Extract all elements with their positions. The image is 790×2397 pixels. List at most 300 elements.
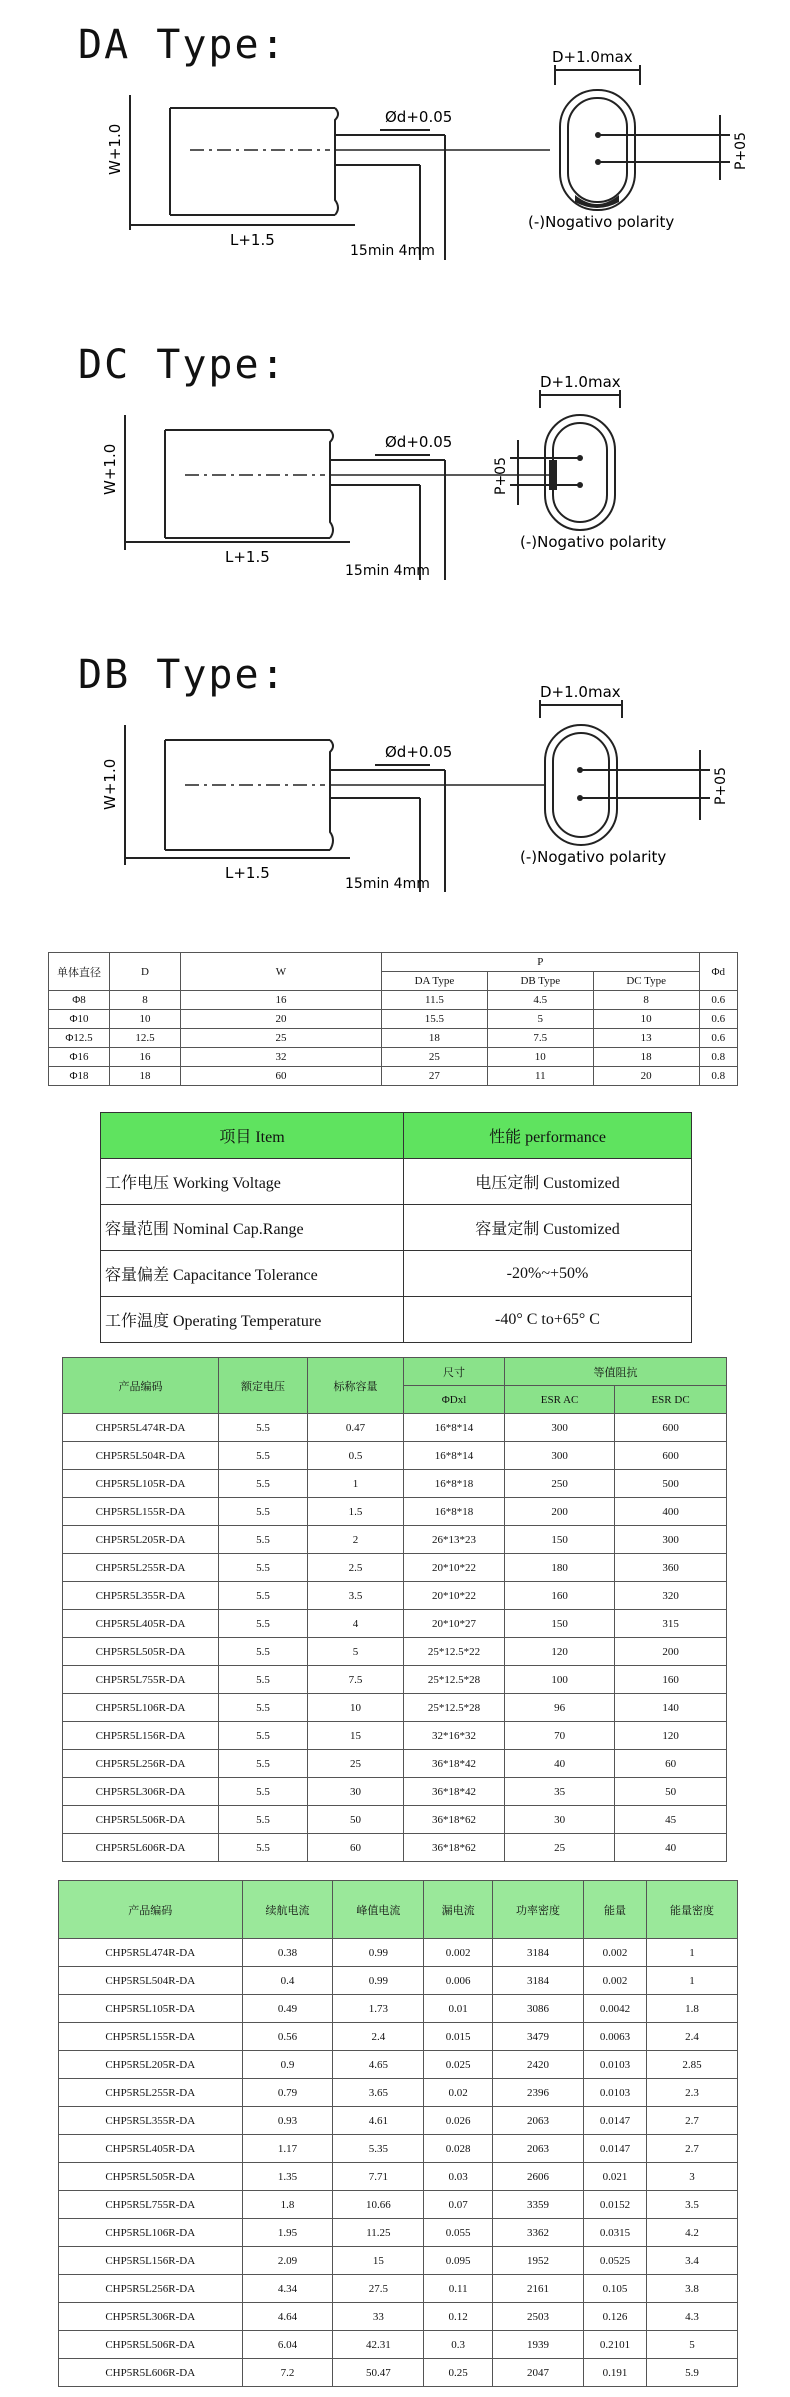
table-cell: 4: [308, 1610, 404, 1638]
table-cell: 10: [110, 1010, 181, 1029]
table-cell: 5.5: [219, 1470, 308, 1498]
th-esr: 等值阻抗: [505, 1358, 727, 1386]
table-cell: 300: [505, 1442, 615, 1470]
table-cell: 0.56: [242, 2023, 333, 2051]
table-cell: 33: [333, 2303, 424, 2331]
table-cell: 400: [615, 1498, 727, 1526]
table-cell: 16: [181, 991, 382, 1010]
table-cell: 7.5: [487, 1029, 593, 1048]
table-cell: 180: [505, 1554, 615, 1582]
table-cell: 120: [615, 1722, 727, 1750]
table-cell: 20*10*22: [404, 1554, 505, 1582]
dim-row: [49, 991, 738, 1010]
da-drawing: [0, 0, 790, 300]
table-cell: CHP5R5L306R-DA: [59, 2303, 243, 2331]
table-cell: 0.0152: [583, 2191, 646, 2219]
table-cell: CHP5R5L755R-DA: [59, 2191, 243, 2219]
table-cell: 0.6: [699, 1029, 737, 1048]
th-capacity: 标称容量: [308, 1358, 404, 1414]
table-cell: CHP5R5L256R-DA: [63, 1750, 219, 1778]
table-cell: 5.5: [219, 1722, 308, 1750]
table-cell: CHP5R5L505R-DA: [63, 1638, 219, 1666]
table-cell: 1.8: [242, 2191, 333, 2219]
table-cell: CHP5R5L355R-DA: [59, 2107, 243, 2135]
table-cell: 1952: [493, 2247, 584, 2275]
table-cell: 0.49: [242, 1995, 333, 2023]
table-cell: 0.191: [583, 2359, 646, 2387]
spec-row: [63, 1610, 727, 1638]
table-cell: 0.0063: [583, 2023, 646, 2051]
table-cell: CHP5R5L255R-DA: [59, 2079, 243, 2107]
spec-row: [63, 1498, 727, 1526]
energy-row: [59, 2163, 738, 2191]
table-cell: 0.99: [333, 1967, 424, 1995]
table-cell: 0.99: [333, 1939, 424, 1967]
table-cell: Φ16: [49, 1048, 110, 1067]
th-model: 产品编码: [63, 1358, 219, 1414]
table-cell: CHP5R5L256R-DA: [59, 2275, 243, 2303]
da-type-diagram: [0, 0, 790, 300]
table-cell: 3: [647, 2163, 738, 2191]
table-cell: 0.8: [699, 1048, 737, 1067]
dim-row: [49, 1067, 738, 1086]
table-cell: 0.002: [583, 1967, 646, 1995]
table-cell: 35: [505, 1778, 615, 1806]
table-cell: 7.5: [308, 1666, 404, 1694]
table-cell: 0.0147: [583, 2107, 646, 2135]
table-cell: 25*12.5*22: [404, 1638, 505, 1666]
table-cell: CHP5R5L474R-DA: [63, 1414, 219, 1442]
table-cell: CHP5R5L405R-DA: [63, 1610, 219, 1638]
table-cell: 3086: [493, 1995, 584, 2023]
th-esr-ac: ESR AC: [505, 1386, 615, 1414]
table-cell: 600: [615, 1414, 727, 1442]
da-lead-label: 15min 4mm: [350, 243, 435, 259]
dc-w-label: W+1.0: [101, 443, 119, 495]
table-cell: 0.9: [242, 2051, 333, 2079]
table-cell: CHP5R5L156R-DA: [63, 1722, 219, 1750]
table-cell: 20*10*22: [404, 1582, 505, 1610]
table-cell: 10: [308, 1694, 404, 1722]
dc-lead-label: 15min 4mm: [345, 563, 430, 579]
table-cell: 5.5: [219, 1610, 308, 1638]
table-cell: 容量范围 Nominal Cap.Range: [101, 1205, 404, 1251]
table-cell: 2063: [493, 2135, 584, 2163]
energy-row: [59, 2303, 738, 2331]
table-cell: 4.65: [333, 2051, 424, 2079]
table-cell: 工作电压 Working Voltage: [101, 1159, 404, 1205]
performance-table: [100, 1112, 692, 1343]
table-cell: 0.4: [242, 1967, 333, 1995]
spec-row: [63, 1638, 727, 1666]
table-cell: 15.5: [382, 1010, 488, 1029]
energy-header-cell: 峰值电流: [333, 1881, 424, 1939]
table-cell: 1: [308, 1470, 404, 1498]
table-cell: 0.105: [583, 2275, 646, 2303]
table-cell: 0.026: [424, 2107, 493, 2135]
table-cell: 3184: [493, 1939, 584, 1967]
table-cell: 0.002: [583, 1939, 646, 1967]
table-cell: 1.8: [647, 1995, 738, 2023]
perf-row: [101, 1159, 692, 1205]
table-cell: 18: [110, 1067, 181, 1086]
table-cell: 13: [593, 1029, 699, 1048]
dim-row: [49, 1029, 738, 1048]
table-cell: 26*13*23: [404, 1526, 505, 1554]
th-dxl: ΦDxl: [404, 1386, 505, 1414]
table-cell: CHP5R5L606R-DA: [63, 1834, 219, 1862]
table-cell: 16*8*18: [404, 1498, 505, 1526]
table-cell: 0.25: [424, 2359, 493, 2387]
table-cell: 16*8*14: [404, 1414, 505, 1442]
table-cell: 11: [487, 1067, 593, 1086]
table-cell: 250: [505, 1470, 615, 1498]
table-cell: 2.09: [242, 2247, 333, 2275]
table-cell: CHP5R5L205R-DA: [59, 2051, 243, 2079]
table-cell: 5.5: [219, 1582, 308, 1610]
table-cell: 18: [593, 1048, 699, 1067]
table-cell: 360: [615, 1554, 727, 1582]
table-cell: 0.0525: [583, 2247, 646, 2275]
table-cell: 0.6: [699, 1010, 737, 1029]
table-cell: 42.31: [333, 2331, 424, 2359]
db-polarity: (-)Nogativo polarity: [520, 848, 667, 866]
table-cell: 3479: [493, 2023, 584, 2051]
th-w: W: [181, 953, 382, 991]
energy-header-cell: 续航电流: [242, 1881, 333, 1939]
table-cell: 5.5: [219, 1834, 308, 1862]
spec-row: [63, 1414, 727, 1442]
table-cell: 16*8*14: [404, 1442, 505, 1470]
table-cell: 8: [593, 991, 699, 1010]
table-cell: 40: [615, 1834, 727, 1862]
table-cell: CHP5R5L474R-DA: [59, 1939, 243, 1967]
th-da: DA Type: [382, 972, 488, 991]
table-cell: 27.5: [333, 2275, 424, 2303]
table-cell: 45: [615, 1806, 727, 1834]
table-cell: CHP5R5L106R-DA: [59, 2219, 243, 2247]
table-cell: 0.055: [424, 2219, 493, 2247]
table-cell: CHP5R5L306R-DA: [63, 1778, 219, 1806]
da-p-label: P+05: [733, 132, 749, 170]
table-cell: CHP5R5L506R-DA: [59, 2331, 243, 2359]
table-cell: 320: [615, 1582, 727, 1610]
db-d-label: D+1.0max: [540, 683, 621, 701]
da-w-label: W+1.0: [106, 123, 124, 175]
table-cell: 20: [593, 1067, 699, 1086]
db-od-label: Ød+0.05: [385, 743, 453, 761]
energy-row: [59, 2135, 738, 2163]
table-cell: 2161: [493, 2275, 584, 2303]
table-cell: 160: [505, 1582, 615, 1610]
table-cell: 0.38: [242, 1939, 333, 1967]
table-cell: 25: [505, 1834, 615, 1862]
table-cell: 600: [615, 1442, 727, 1470]
table-cell: 25: [308, 1750, 404, 1778]
table-cell: 0.021: [583, 2163, 646, 2191]
table-cell: 5.5: [219, 1778, 308, 1806]
dim-row: [49, 1048, 738, 1067]
table-cell: Φ10: [49, 1010, 110, 1029]
table-cell: 5.5: [219, 1554, 308, 1582]
table-cell: 11.25: [333, 2219, 424, 2247]
table-cell: 100: [505, 1666, 615, 1694]
table-cell: 60: [308, 1834, 404, 1862]
table-cell: 0.5: [308, 1442, 404, 1470]
table-cell: 容量定制 Customized: [404, 1205, 692, 1251]
table-cell: 5.5: [219, 1638, 308, 1666]
table-cell: 4.61: [333, 2107, 424, 2135]
da-d-label: D+1.0max: [552, 48, 633, 66]
energy-row: [59, 2107, 738, 2135]
table-cell: CHP5R5L355R-DA: [63, 1582, 219, 1610]
dc-type-diagram: [0, 320, 790, 620]
table-cell: 3.4: [647, 2247, 738, 2275]
table-cell: 4.64: [242, 2303, 333, 2331]
table-cell: 2.5: [308, 1554, 404, 1582]
table-cell: 5.5: [219, 1498, 308, 1526]
spec-row: [63, 1694, 727, 1722]
table-cell: 70: [505, 1722, 615, 1750]
th-dc: DC Type: [593, 972, 699, 991]
table-cell: 3362: [493, 2219, 584, 2247]
table-cell: 6.04: [242, 2331, 333, 2359]
table-cell: 5: [487, 1010, 593, 1029]
table-cell: 4.3: [647, 2303, 738, 2331]
spec-row: [63, 1442, 727, 1470]
table-cell: 5.5: [219, 1694, 308, 1722]
table-cell: 1.17: [242, 2135, 333, 2163]
table-cell: CHP5R5L405R-DA: [59, 2135, 243, 2163]
db-p-label: P+05: [713, 767, 729, 805]
dc-p-label: P+05: [493, 457, 509, 495]
table-cell: 1: [647, 1939, 738, 1967]
spec-table: [62, 1357, 727, 1862]
dc-d-label: D+1.0max: [540, 373, 621, 391]
table-cell: Φ12.5: [49, 1029, 110, 1048]
da-od-label: Ød+0.05: [385, 108, 453, 126]
table-cell: 11.5: [382, 991, 488, 1010]
table-cell: 2.4: [333, 2023, 424, 2051]
table-cell: 0.2101: [583, 2331, 646, 2359]
table-cell: 2503: [493, 2303, 584, 2331]
table-cell: 16: [110, 1048, 181, 1067]
table-cell: 120: [505, 1638, 615, 1666]
db-l-label: L+1.5: [225, 864, 270, 882]
table-cell: 0.095: [424, 2247, 493, 2275]
table-cell: 160: [615, 1666, 727, 1694]
energy-header-cell: 漏电流: [424, 1881, 493, 1939]
energy-header-cell: 产品编码: [59, 1881, 243, 1939]
energy-row: [59, 2191, 738, 2219]
table-cell: CHP5R5L505R-DA: [59, 2163, 243, 2191]
table-cell: 5.5: [219, 1526, 308, 1554]
table-cell: 10: [487, 1048, 593, 1067]
perf-row: [101, 1297, 692, 1343]
table-cell: CHP5R5L755R-DA: [63, 1666, 219, 1694]
table-cell: 0.47: [308, 1414, 404, 1442]
energy-row: [59, 1939, 738, 1967]
table-cell: 5.5: [219, 1414, 308, 1442]
th-dimension: 尺寸: [404, 1358, 505, 1386]
spec-row: [63, 1666, 727, 1694]
table-cell: 315: [615, 1610, 727, 1638]
dc-type-title: DC Type:: [78, 342, 287, 388]
table-cell: 4.34: [242, 2275, 333, 2303]
table-cell: 36*18*62: [404, 1834, 505, 1862]
table-cell: 0.0147: [583, 2135, 646, 2163]
table-cell: 25*12.5*28: [404, 1694, 505, 1722]
energy-header-cell: 能量: [583, 1881, 646, 1939]
dc-polarity: (-)Nogativo polarity: [520, 533, 667, 551]
table-cell: -20%~+50%: [404, 1251, 692, 1297]
db-drawing: [0, 630, 790, 930]
table-cell: 0.015: [424, 2023, 493, 2051]
table-cell: CHP5R5L106R-DA: [63, 1694, 219, 1722]
table-cell: 2.3: [647, 2079, 738, 2107]
perf-row: [101, 1251, 692, 1297]
energy-row: [59, 2359, 738, 2387]
da-polarity: (-)Nogativo polarity: [528, 213, 675, 231]
table-cell: 0.79: [242, 2079, 333, 2107]
table-cell: 2.85: [647, 2051, 738, 2079]
table-cell: 0.002: [424, 1939, 493, 1967]
table-cell: 40: [505, 1750, 615, 1778]
table-cell: 15: [308, 1722, 404, 1750]
table-cell: 0.93: [242, 2107, 333, 2135]
table-cell: Φ18: [49, 1067, 110, 1086]
table-cell: 0.0103: [583, 2051, 646, 2079]
table-cell: 60: [181, 1067, 382, 1086]
table-cell: 0.07: [424, 2191, 493, 2219]
table-cell: 0.0042: [583, 1995, 646, 2023]
spec-row: [63, 1750, 727, 1778]
table-cell: CHP5R5L156R-DA: [59, 2247, 243, 2275]
th-voltage: 额定电压: [219, 1358, 308, 1414]
table-cell: CHP5R5L504R-DA: [63, 1442, 219, 1470]
table-cell: CHP5R5L205R-DA: [63, 1526, 219, 1554]
spec-row: [63, 1554, 727, 1582]
table-cell: CHP5R5L105R-DA: [59, 1995, 243, 2023]
table-cell: CHP5R5L255R-DA: [63, 1554, 219, 1582]
table-cell: 2: [308, 1526, 404, 1554]
table-cell: 36*18*62: [404, 1806, 505, 1834]
table-cell: 0.0103: [583, 2079, 646, 2107]
table-cell: 30: [505, 1806, 615, 1834]
dc-l-label: L+1.5: [225, 548, 270, 566]
table-cell: 0.025: [424, 2051, 493, 2079]
th-p: P: [382, 953, 700, 972]
table-cell: 5.5: [219, 1666, 308, 1694]
table-cell: 3.5: [308, 1582, 404, 1610]
table-cell: 16*8*18: [404, 1470, 505, 1498]
table-cell: Φ8: [49, 991, 110, 1010]
table-cell: 0.03: [424, 2163, 493, 2191]
table-cell: 容量偏差 Capacitance Tolerance: [101, 1251, 404, 1297]
table-cell: 20*10*27: [404, 1610, 505, 1638]
table-cell: 0.11: [424, 2275, 493, 2303]
energy-row: [59, 2219, 738, 2247]
table-cell: 4.5: [487, 991, 593, 1010]
dc-drawing: [0, 320, 790, 620]
table-cell: 3.65: [333, 2079, 424, 2107]
table-cell: 5: [308, 1638, 404, 1666]
energy-table: [58, 1880, 738, 2387]
th-esr-dc: ESR DC: [615, 1386, 727, 1414]
table-cell: 5: [647, 2331, 738, 2359]
energy-row: [59, 2079, 738, 2107]
th-size: 单体直径: [49, 953, 110, 991]
table-cell: 200: [615, 1638, 727, 1666]
th-performance: 性能 performance: [404, 1113, 692, 1159]
perf-row: [101, 1205, 692, 1251]
table-cell: 2.7: [647, 2135, 738, 2163]
table-cell: 0.12: [424, 2303, 493, 2331]
table-cell: 200: [505, 1498, 615, 1526]
th-item: 项目 Item: [101, 1113, 404, 1159]
spec-row: [63, 1722, 727, 1750]
th-db: DB Type: [487, 972, 593, 991]
table-cell: 2.7: [647, 2107, 738, 2135]
table-cell: 15: [333, 2247, 424, 2275]
table-cell: 25: [382, 1048, 488, 1067]
dc-od-label: Ød+0.05: [385, 433, 453, 451]
table-cell: 96: [505, 1694, 615, 1722]
table-cell: 36*18*42: [404, 1750, 505, 1778]
table-cell: 0.126: [583, 2303, 646, 2331]
table-cell: 50: [308, 1806, 404, 1834]
table-cell: 10.66: [333, 2191, 424, 2219]
table-cell: 5.9: [647, 2359, 738, 2387]
table-cell: 0.02: [424, 2079, 493, 2107]
energy-row: [59, 2275, 738, 2303]
table-cell: 2.4: [647, 2023, 738, 2051]
table-cell: 32*16*32: [404, 1722, 505, 1750]
table-cell: 5.35: [333, 2135, 424, 2163]
table-cell: 1.5: [308, 1498, 404, 1526]
table-cell: 32: [181, 1048, 382, 1067]
table-cell: 3.5: [647, 2191, 738, 2219]
energy-row: [59, 2247, 738, 2275]
energy-row: [59, 2331, 738, 2359]
table-cell: 25: [181, 1029, 382, 1048]
table-cell: 36*18*42: [404, 1778, 505, 1806]
table-cell: 2420: [493, 2051, 584, 2079]
table-cell: 1.73: [333, 1995, 424, 2023]
table-cell: 1939: [493, 2331, 584, 2359]
db-lead-label: 15min 4mm: [345, 876, 430, 892]
energy-row: [59, 2051, 738, 2079]
table-cell: 2396: [493, 2079, 584, 2107]
spec-row: [63, 1470, 727, 1498]
table-cell: 1.35: [242, 2163, 333, 2191]
table-cell: 150: [505, 1610, 615, 1638]
table-cell: 0.028: [424, 2135, 493, 2163]
table-cell: 500: [615, 1470, 727, 1498]
db-type-diagram: [0, 630, 790, 930]
energy-row: [59, 2023, 738, 2051]
table-cell: 2047: [493, 2359, 584, 2387]
table-cell: 3.8: [647, 2275, 738, 2303]
spec-row: [63, 1582, 727, 1610]
spec-row: [63, 1834, 727, 1862]
table-cell: 300: [505, 1414, 615, 1442]
table-cell: 0.3: [424, 2331, 493, 2359]
table-cell: 0.006: [424, 1967, 493, 1995]
table-cell: 5.5: [219, 1442, 308, 1470]
table-cell: 18: [382, 1029, 488, 1048]
dim-row: [49, 1010, 738, 1029]
